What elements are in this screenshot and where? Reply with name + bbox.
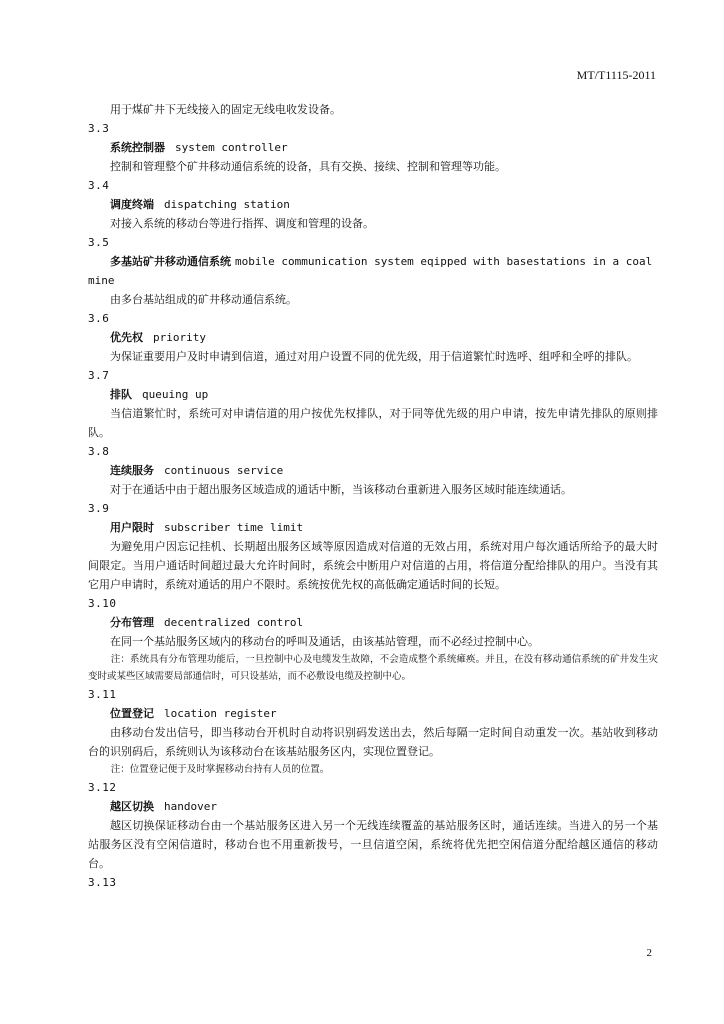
term-en: handover — [164, 800, 217, 813]
section-number: 3.13 — [88, 876, 117, 889]
definition-text: 为避免用户因忘记挂机、长期超出服务区域等原因造成对信道的无效占用，系统对用户每次通话所给予的最大时间限定。当用户通话时间超过最大允许时间时，系统会中断用户对信道的占用，将信道分配给排队的用户。当没有其它用户申请时，系统对通话的用户不限时。系统按优先权的高低确定通话时间的长短。 — [88, 540, 658, 591]
term-heading — [88, 195, 658, 214]
term-zh: 调度终端 — [110, 198, 154, 211]
term-heading — [88, 252, 658, 290]
section-number: 3.9 — [88, 502, 110, 515]
term-heading — [88, 328, 658, 347]
term-zh: 多基站矿井移动通信系统 — [110, 255, 231, 268]
term-heading — [88, 704, 658, 723]
term-heading — [88, 138, 658, 157]
definition-text: 对接入系统的移动台等进行指挥、调度和管理的设备。 — [110, 217, 374, 230]
section-number: 3.3 — [88, 122, 110, 135]
term-zh: 分布管理 — [110, 616, 154, 629]
definition-text: 控制和管理整个矿井移动通信系统的设备，具有交换、接续、控制和管理等功能。 — [110, 160, 506, 173]
term-en: subscriber time limit — [164, 521, 304, 534]
definition-text: 对于在通话中由于超出服务区域造成的通话中断，当该移动台重新进入服务区域时能连续通话。 — [110, 483, 572, 496]
term-heading — [88, 797, 658, 816]
term-heading — [88, 613, 658, 632]
term-zh: 越区切换 — [110, 800, 154, 813]
term-en: mobile communication system eqipped with basestations in a coal mine — [88, 255, 653, 287]
term-zh: 连续服务 — [110, 464, 154, 477]
term-en: continuous service — [164, 464, 284, 477]
definition-text: 当信道繁忙时，系统可对申请信道的用户按优先权排队，对于同等优先级的用户申请，按先申请先排队的原则排队。 — [88, 407, 658, 439]
definition-text: 由多台基站组成的矿井移动通信系统。 — [110, 293, 297, 306]
term-zh: 排队 — [110, 388, 132, 401]
section-number: 3.6 — [88, 312, 110, 325]
section-number: 3.12 — [88, 781, 117, 794]
term-en: queuing up — [142, 388, 209, 401]
term-heading — [88, 518, 658, 537]
section-number: 3.11 — [88, 688, 117, 701]
definition-text: 在同一个基站服务区域内的移动台的呼叫及通话，由该基站管理，而不必经过控制中心。 — [110, 635, 539, 648]
term-en: decentralized control — [164, 616, 304, 629]
term-en: dispatching station — [164, 198, 290, 211]
page-number: 2 — [646, 947, 652, 959]
intro-paragraph: 用于煤矿井下无线接入的固定无线电收发设备。 — [110, 103, 341, 116]
note-text: 注：位置登记便于及时掌握移动台持有人员的位置。 — [110, 764, 330, 775]
definition-text: 越区切换保证移动台由一个基站服务区进入另一个无线连续覆盖的基站服务区时，通话连续。当进入的另一个基站服务区没有空闲信道时，移动台也不用重新拨号，一旦信道空闲，系统将优先把空闲信道分配给越区通信的移动台。 — [88, 819, 658, 870]
term-zh: 用户限时 — [110, 521, 154, 534]
term-en: system controller — [175, 141, 288, 154]
standard-number: MT/T1115-2011 — [576, 68, 656, 82]
term-zh: 位置登记 — [110, 707, 154, 720]
section-number: 3.10 — [88, 597, 117, 610]
term-zh: 系统控制器 — [110, 141, 165, 154]
page-content — [88, 100, 658, 892]
term-en: priority — [153, 331, 206, 344]
term-heading — [88, 385, 658, 404]
section-number: 3.8 — [88, 445, 110, 458]
definition-text: 为保证重要用户及时申请到信道，通过对用户设置不同的优先级，用于信道繁忙时选呼、组呼和全呼的排队。 — [110, 350, 638, 363]
section-number: 3.5 — [88, 236, 110, 249]
definition-text: 由移动台发出信号，即当移动台开机时自动将识别码发送出去，然后每隔一定时间自动重发一次。基站收到移动台的识别码后，系统则认为该移动台在该基站服务区内，实现位置登记。 — [88, 726, 658, 758]
term-en: location register — [164, 707, 277, 720]
section-number: 3.4 — [88, 179, 110, 192]
note-text: 注：系统具有分布管理功能后，一旦控制中心及电缆发生故障，不会造成整个系统瘫痪。并且，在没有移动通信系统的矿井发生灾变时或某些区域需要局部通信时，可只设基站，而不必敷设电缆及控制中心。 — [88, 654, 658, 682]
term-heading — [88, 461, 658, 480]
section-number: 3.7 — [88, 369, 110, 382]
term-zh: 优先权 — [110, 331, 143, 344]
